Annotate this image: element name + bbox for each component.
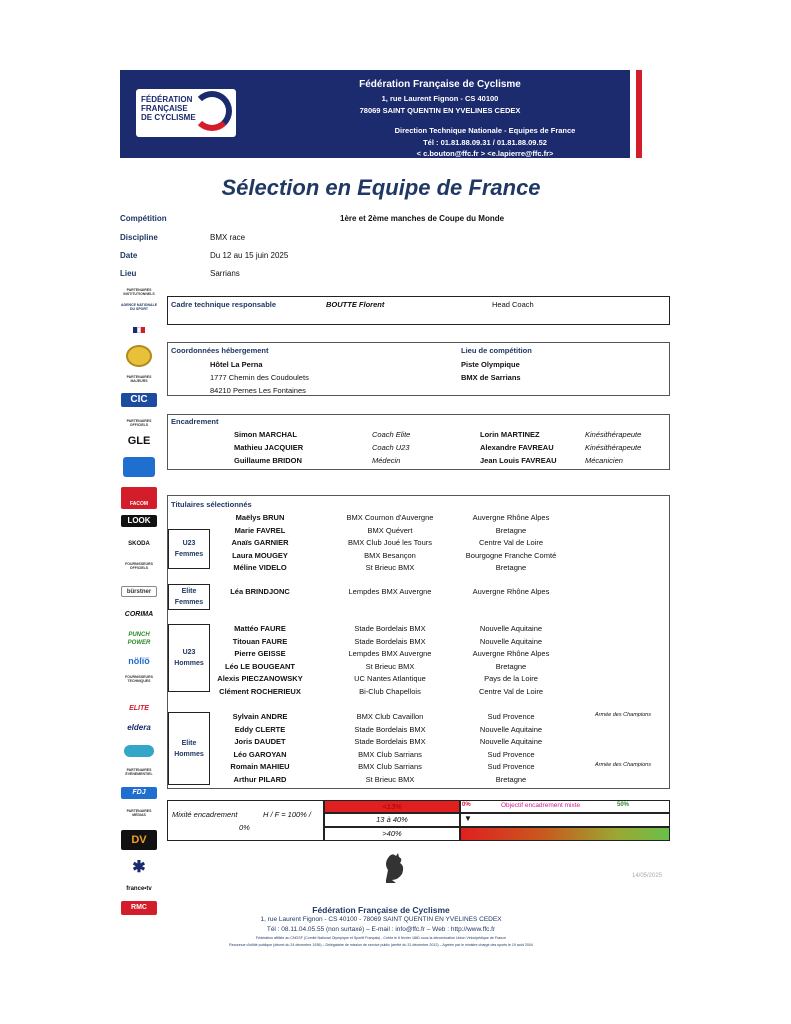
rider-name: Sylvain ANDRE	[232, 712, 288, 721]
encadrement-role: Coach U23	[372, 443, 410, 452]
rider-name: Léo GAROYAN	[233, 749, 287, 759]
competition-value: 1ère et 2ème manches de Coupe du Monde	[340, 214, 505, 223]
rider-club: BMX Besançon	[364, 550, 416, 560]
band-low-label: <13%	[382, 802, 402, 811]
discipline-label: Discipline	[120, 233, 158, 242]
lieu-competition-2: BMX de Sarrians	[461, 373, 521, 382]
eldera-logo: eldera	[127, 723, 151, 732]
encadrement-role2: Kinésithérapeute	[585, 443, 642, 452]
category-line2: Femmes	[174, 551, 204, 558]
rider-name: Anaïs GARNIER	[231, 538, 289, 547]
footer-address: 1, rue Laurent Fignon - CS 40100 - 78069 SAINT QUENTIN EN YVELINES CEDEX	[260, 916, 502, 923]
mixite-marker: ▼	[464, 814, 472, 823]
rider-region: Bretagne	[495, 525, 527, 535]
rider-name: Pierre GEISSE	[234, 649, 286, 658]
rider-name: Léa BRINDJONC	[230, 587, 290, 596]
rider-name: Romain MAHIEU	[230, 762, 290, 771]
rider-region: Auvergne Rhône Alpes	[472, 587, 550, 596]
encadrement-name: Simon MARCHAL	[234, 430, 297, 439]
encadrement-role: Médecin	[372, 456, 401, 465]
rider-name: Alexis PIECZANOWSKY	[217, 674, 303, 683]
gradient-bar	[460, 827, 670, 841]
rider-club: Stade Bordelais BMX	[354, 636, 426, 646]
rider-name: Arthur PILARD	[233, 774, 287, 784]
sponsor-techniques-label: FOURNISSEURS TECHNIQUES	[125, 675, 153, 683]
rider-region: Bretagne	[495, 774, 527, 784]
dv-logo: DV	[121, 830, 157, 850]
encadrement-role2: Mécanicien	[585, 456, 623, 465]
rider-name: Maëlys BRUN	[235, 513, 285, 522]
rider-club: Lempdes BMX Auvergne	[348, 587, 432, 596]
category-line2: Hommes	[174, 660, 204, 667]
rider-region: Nouvelle Aquitaine	[479, 636, 543, 646]
encadrement-role: Coach Elite	[372, 430, 411, 439]
footer-org: Fédération Française de Cyclisme	[312, 905, 450, 915]
cadre-label: Cadre technique responsable	[171, 300, 277, 309]
objective-label: Objectif encadrement mixte	[501, 802, 581, 809]
olympic-logo	[126, 345, 152, 367]
mixite-label: Mixité encadrement	[172, 810, 238, 819]
date-label: Date	[120, 251, 138, 260]
cadre-role: Head Coach	[492, 300, 534, 309]
encadrement-name: Mathieu JACQUIER	[234, 443, 304, 452]
rider-club: Stade Bordelais BMX	[354, 624, 426, 633]
mixite-ratio-value: 0%	[239, 823, 250, 832]
rider-club: BMX Cournon d'Auvergne	[346, 513, 434, 522]
category-line2: Hommes	[174, 750, 204, 758]
hebergement-label: Coordonnées hébergement	[171, 346, 269, 355]
rider-name: Clément ROCHERIEUX	[219, 686, 301, 696]
hotel-city: 84210 Pernes Les Fontaines	[210, 386, 306, 395]
punch-logo: PUNCH POWER	[127, 632, 151, 646]
band-high-label: >40%	[382, 829, 402, 838]
sponsor-officiels-label: PARTENAIRES OFFICIELS	[126, 419, 152, 427]
sponsor-evenementiel-label: PARTENAIRES ÉVÉNEMENTIEL	[125, 768, 153, 776]
footer-legal2: Reconnue d'utilité publique (décret du 24 décembre 1936) – Délégataire de mission de service public (arrêté du 31 décembre 2012) – Agréée par le ministre chargé des sports le 19 août 2004	[229, 943, 533, 947]
category-box	[168, 712, 210, 785]
rider-note: Armée des Champions	[595, 762, 651, 768]
rider-region: Nouvelle Aquitaine	[479, 624, 543, 633]
rider-region: Sud Provence	[487, 762, 535, 771]
scale-max: 50%	[617, 802, 630, 808]
rider-club: BMX Club Cavaillon	[356, 712, 424, 721]
rider-region: Nouvelle Aquitaine	[479, 737, 543, 746]
encadrement-name2: Lorin MARTINEZ	[480, 430, 540, 439]
ministere-logo	[120, 320, 158, 328]
fdj-logo: FDJ	[121, 787, 157, 799]
sponsor-fournisseurs-label: FOURNISSEURS OFFICIELS	[125, 562, 153, 570]
elite-logo: ELITE	[129, 705, 149, 712]
hotel-name: Hôtel La Perna	[210, 360, 263, 369]
rider-name: Marie FAVREL	[234, 525, 286, 535]
rider-club: BMX Club Joué les Tours	[347, 538, 433, 547]
ce-logo	[123, 457, 155, 477]
lieu-competition-1: Piste Olympique	[461, 360, 520, 369]
ffc-logo: FÉDÉRATION FRANÇAISE DE CYCLISME	[136, 89, 236, 137]
cic-logo: CIC	[121, 393, 157, 407]
encadrement-name: Guillaume BRIDON	[234, 456, 302, 465]
hotel-street: 1777 Chemin des Coudoulets	[210, 373, 309, 382]
ans-logo: AGENCE NATIONALE DU SPORT	[120, 303, 158, 311]
encadrement-name2: Alexandre FAVREAU	[480, 443, 554, 452]
rider-region: Auvergne Rhône Alpes	[472, 649, 550, 658]
rider-club: BMX Club Sarrians	[358, 749, 422, 759]
burstner-logo: bürstner	[121, 586, 157, 597]
footer-contact: Tél : 08.11.04.05.55 (non surtaxé) – E-mail : info@ffc.fr – Web : http://www.ffc.fr	[266, 926, 496, 933]
rider-region: Bretagne	[495, 563, 527, 572]
rider-name: Eddy CLERTE	[234, 724, 286, 734]
rider-name: Mattéo FAURE	[234, 624, 286, 633]
category-box	[168, 584, 210, 610]
band-mid-label: 13 à 40%	[376, 815, 408, 824]
category-box	[168, 529, 210, 569]
france-tv-icon: ✱	[132, 859, 146, 876]
date-stamp: 14/05/2025	[632, 873, 663, 879]
category-line1: U23	[182, 649, 196, 656]
rider-region: Auvergne Rhône Alpes	[472, 513, 550, 522]
header-address2: 78069 SAINT QUENTIN EN YVELINES CEDEX	[359, 106, 521, 115]
rider-region: Pays de la Loire	[484, 674, 538, 683]
nolio-logo: nölïö	[128, 656, 150, 666]
lieu-label: Lieu	[120, 269, 137, 278]
rider-club: BMX Club Sarrians	[358, 762, 422, 771]
rider-name: Titouan FAURE	[232, 636, 288, 646]
rider-name: Joris DAUDET	[234, 737, 286, 746]
rider-region: Bourgogne Franche Comté	[465, 550, 557, 560]
rmc-logo: RMC	[121, 901, 157, 915]
encadrement-label: Encadrement	[171, 417, 219, 426]
category-line1: U23	[182, 540, 196, 547]
date-value: Du 12 au 15 juin 2025	[210, 251, 289, 260]
category-line2: Femmes	[174, 599, 204, 606]
rider-name: Méline VIDELO	[233, 563, 287, 572]
rider-region: Sud Provence	[487, 749, 535, 759]
category-line1: Elite	[181, 588, 197, 595]
rider-note: Armée des Champions	[595, 712, 651, 718]
encadrement-role2: Kinésithérapeute	[585, 430, 642, 439]
francetv-logo: france•tv	[126, 886, 152, 892]
rider-club: St Brieuc BMX	[365, 563, 415, 572]
discipline-value: BMX race	[210, 233, 246, 242]
rider-region: Centre Val de Loire	[478, 686, 544, 696]
scale-min: 0%	[462, 802, 471, 808]
rider-club: St Brieuc BMX	[365, 661, 415, 671]
corima-logo: CORIMA	[124, 611, 154, 618]
rider-region: Centre Val de Loire	[478, 538, 544, 547]
rider-name: Laura MOUGEY	[232, 550, 288, 560]
rider-region: Nouvelle Aquitaine	[479, 724, 543, 734]
gle-logo: GLE	[127, 435, 151, 447]
skoda-logo: SKODA	[128, 541, 150, 547]
mixite-ratio-label: H / F = 100% /	[263, 810, 312, 819]
category-line1: Elite	[181, 739, 197, 747]
rider-club: Stade Bordelais BMX	[354, 724, 426, 734]
rooster-icon	[378, 850, 408, 884]
sponsor-medias-label: PARTENAIRES MÉDIAS	[126, 809, 152, 817]
footer-legal1: Fédération affiliée au CNOSF (Comité National Olympique et Sportif Français) - Créée le 6 février 1881 sous la dénomination Union Vélocipédique de France	[255, 936, 507, 940]
rider-name: Léo LE BOUGEANT	[224, 661, 295, 671]
rider-club: BMX Quévert	[367, 525, 413, 535]
header-org: Fédération Française de Cyclisme	[359, 79, 521, 90]
header-dtn: Direction Technique Nationale - Equipes de France	[394, 126, 576, 135]
facom-logo: FACOM	[121, 487, 157, 509]
sponsor-institutionnels-label: PARTENAIRES INSTITUTIONNELS	[123, 288, 155, 296]
rider-region: Sud Provence	[487, 712, 535, 721]
titulaires-label: Titulaires sélectionnés	[171, 500, 252, 509]
header-emails: < c.bouton@ffc.fr > <e.lapierre@ffc.fr>	[416, 149, 554, 158]
rider-club: UC Nantes Atlantique	[354, 674, 426, 683]
lieu-value: Sarrians	[210, 269, 240, 278]
header-address1: 1, rue Laurent Fignon - CS 40100	[381, 94, 499, 103]
cadre-name: BOUTTE Florent	[326, 300, 385, 309]
rider-region: Bretagne	[495, 661, 527, 671]
competition-label: Compétition	[120, 214, 167, 223]
category-box	[168, 624, 210, 692]
marker-row	[460, 813, 670, 827]
rider-club: Lempdes BMX Auvergne	[348, 649, 432, 658]
header-tel: Tél : 01.81.88.09.31 / 01.81.88.09.52	[423, 138, 547, 147]
page-title: Sélection en Equipe de France	[221, 175, 541, 200]
rider-club: St Brieuc BMX	[365, 774, 415, 784]
zeone-logo	[124, 745, 154, 757]
encadrement-name2: Jean Louis FAVREAU	[480, 456, 557, 465]
rider-club: Stade Bordelais BMX	[354, 737, 426, 746]
look-logo: LOOK	[121, 515, 157, 527]
sponsor-majeurs-label: PARTENAIRES MAJEURS	[126, 375, 152, 383]
lieu-competition-label: Lieu de compétition	[461, 346, 532, 355]
mixite-box	[167, 800, 324, 841]
rider-club: Bi-Club Chapellois	[359, 686, 421, 696]
